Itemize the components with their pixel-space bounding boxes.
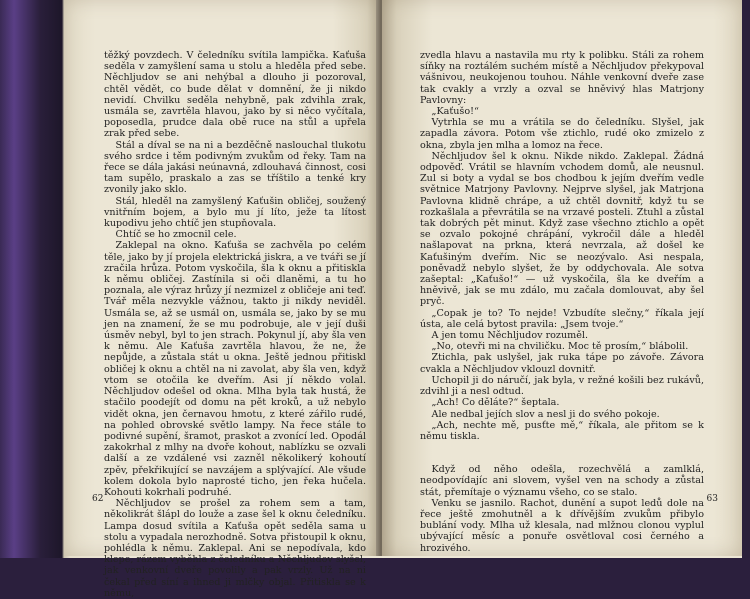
paragraph: Stál, hleděl na zamyšlený Kaťušin obličej, soužený vnitřním bojem, a bylo mu jí líto, ježe ta lítost kupodivu jeho chtíč jen stupňovala.	[104, 195, 366, 230]
paragraph: „Kaťušo!“	[431, 106, 479, 118]
paragraph: Ale nedbal jejích slov a nesl ji do svého pokoje.	[431, 408, 660, 420]
paragraph: A jen tomu Něchljudov rozuměl.	[431, 330, 589, 342]
paragraph: Něchljudov se prošel za rohem sem a tam, několikrát šlápl do louže a zase šel k oknu čeledníku. Lampa dosud svítila a Kaťuša opět seděla sama u stolu a vypadala nerozhodně. Sotva přistoupil k oknu, pohlédla k němu. Zaklepal. Ani se nepodívala, kdo klepe, rázem vyběhla z čeledníku a Něchljudov slyšel, jak venkovní dveře povolily a pak vrzly. Už na ni čekal před síní a ihned ji mlčky objal. Přitiskla se k němu,	[104, 498, 366, 599]
paragraph: těžký povzdech. V čeledníku svítila lampička. Kaťuša seděla v zamyšlení sama u stolu a hleděla před sebe. Něchljudov se ani nehýbal a dlouho ji pozoroval, chtěl vědět, co bude dělat v domnění, že ji nikdo nevidí. Chvilku seděla nehybně, pak zdvihla zrak, usmála se, zavrtěla hlavou, jako by si něco vyčítala, poposedla, prudce dala obě ruce na stůl a upřela zrak před sebe.	[104, 50, 366, 140]
paragraph: Chtíč se ho zmocnil cele.	[115, 229, 237, 241]
section-break	[420, 442, 704, 464]
paragraph: Zaklepal na okno. Kaťuša se zachvěla po celém těle, jako by jí projela elektrická jiskra, a ve tváři se jí zračila hrůza. Potom vyskočila, šla k oknu a přitiskla k němu obličej. Zastínila si oči dlaněmi, a tu ho poznala, ale výraz hrůzy jí nezmizel z obličeje ani teď. Tvář měla nezvykle vážnou, takto ji nikdy neviděl. Usmála se, až se usmál on, usmála se, jako by se mu jen na znamení, že se mu podrobuje, ale v její duši úsměv nebyl, byl to jen strach. Pokynul jí, aby šla ven k němu. Ale Kaťuša zavrtěla hlavou, že ne, že nepůjde, a zůstala stát u okna. Ještě jednou přitiskl obličej k oknu a chtěl na ni zavolat, aby šla ven, když vtom se otočila ke dveřím. Asi jí někdo volal. Něchljudov odešel od okna. Mlha byla tak hustá, že stačilo poodejít od domu na pět kroků, a už nebylo vidět okna, jen černavou hmotu, z které zářilo rudé, na pohled obrovské světlo lampy. Na řece stále to podivné supění, šramot, praskot a zvonící led. Opodál zakokrhal z mlhy na dvoře kohout, nablízku se ozvali další a ze vzdálené vsi zazněl několikerý kohoutí zpěv, překřikující se navzájem a splývající. Ale všude kolem dokola bylo naprosté ticho, jen řeka hučela. Kohouti kokrhali podruhé.	[104, 240, 366, 498]
right-page	[382, 0, 742, 556]
left-page-text	[104, 50, 366, 599]
paragraph: Uchopil ji do náručí, jak byla, v režné košili bez rukávů, zdvihl ji a nesl odtud.	[420, 374, 704, 398]
paragraph: Stál a díval se na ni a bezděčně naslouchal tlukotu svého srdce i těm podivným zvukům od řeky. Tam na řece se dála jakási neúnavná, zdlouhavá činnost, cosi tam supělo, praskalo a zas se tříštilo a tenké kry zvonily jako sklo.	[104, 139, 366, 196]
paragraph: Venku se jasnilo. Rachot, dunění a supot ledů dole na řece ještě zmohutněl a k dřívějším zvukům přibylo bublání vody. Mlha už klesala, nad mlžnou clonou vyplul ubývající měsíc a ponuře osvětloval cosi černého a hrozivého.	[420, 497, 704, 554]
page-number: 62	[92, 494, 104, 504]
right-page-text	[420, 50, 704, 554]
book-cover-edge	[742, 0, 750, 558]
paragraph: Když od něho odešla, rozechvělá a zamlklá, neodpovídajíc ani slovem, vyšel ven na schody a zůstal stát, přemítaje o významu všeho, co se stalo.	[420, 464, 704, 498]
paragraph: „Copak je to? To nejde! Vzbudíte slečny,“ říkala její ústa, ale celá bytost pravila: „Jsem tvoje.“	[420, 307, 704, 330]
paragraph: Něchljudov šel k oknu. Nikde nikdo. Zaklepal. Žádná odpověď. Vrátil se hlavním vchodem domů, ale neusnul. Zul si boty a vydal se bos chodbou k jejím dveřím vedle světnice Matrjony Pavlovny. Nejprve slyšel, jak Matrjona Pavlovna klidně chrápe, a už chtěl dovnitř, když tu se rozkašlala a převrátila se na vrzavé posteli. Ztuhl a zůstal tak dobrých pět minut. Když zase všechno ztichlo a opět se ozvalo pokojné chrápání, vykročil dále a hleděl našlapovat na prkna, která nevrzala, až došel ke Kaťušiným dveřím. Nic se neozývalo. Asi nespala, poněvadž nebylo slyšet, že by oddychovala. Ale sotva zašeptal: „Kaťušo!“ — už vyskočila, šla ke dveřím a hněvivě, jak se mu zdálo, mu začala domlouvat, aby šel pryč.	[420, 150, 704, 308]
page-number: 63	[706, 494, 718, 504]
paragraph: Ztichla, pak uslyšel, jak ruka tápe po závoře. Závora cvakla a Něchljudov vklouzl dovnitř.	[420, 352, 704, 375]
paragraph: „No, otevři mi na chviličku. Moc tě prosím,“ blábolil.	[431, 341, 689, 353]
paragraph: „Ach, nechte mě, pusťte mě,“ říkala, ale přitom se k němu tiskla.	[420, 419, 704, 442]
paragraph: „Ach! Co děláte?“ šeptala.	[431, 397, 560, 409]
paragraph: zvedla hlavu a nastavila mu rty k polibku. Stáli za rohem síňky na roztálém suchém místě a Něchljudov překypoval vášnivou, neukojenou touhou. Náhle venkovní dveře zase tak cvakly a vrzly a ozval se hněvivý hlas Matrjony Pavlovny:	[420, 50, 704, 106]
paragraph: Vytrhla se mu a vrátila se do čeledníku. Slyšel, jak zapadla závora. Potom vše ztichlo, rudé oko zmizelo z okna, zbyla jen mlha a lomoz na řece.	[420, 117, 704, 151]
left-page	[64, 0, 380, 599]
